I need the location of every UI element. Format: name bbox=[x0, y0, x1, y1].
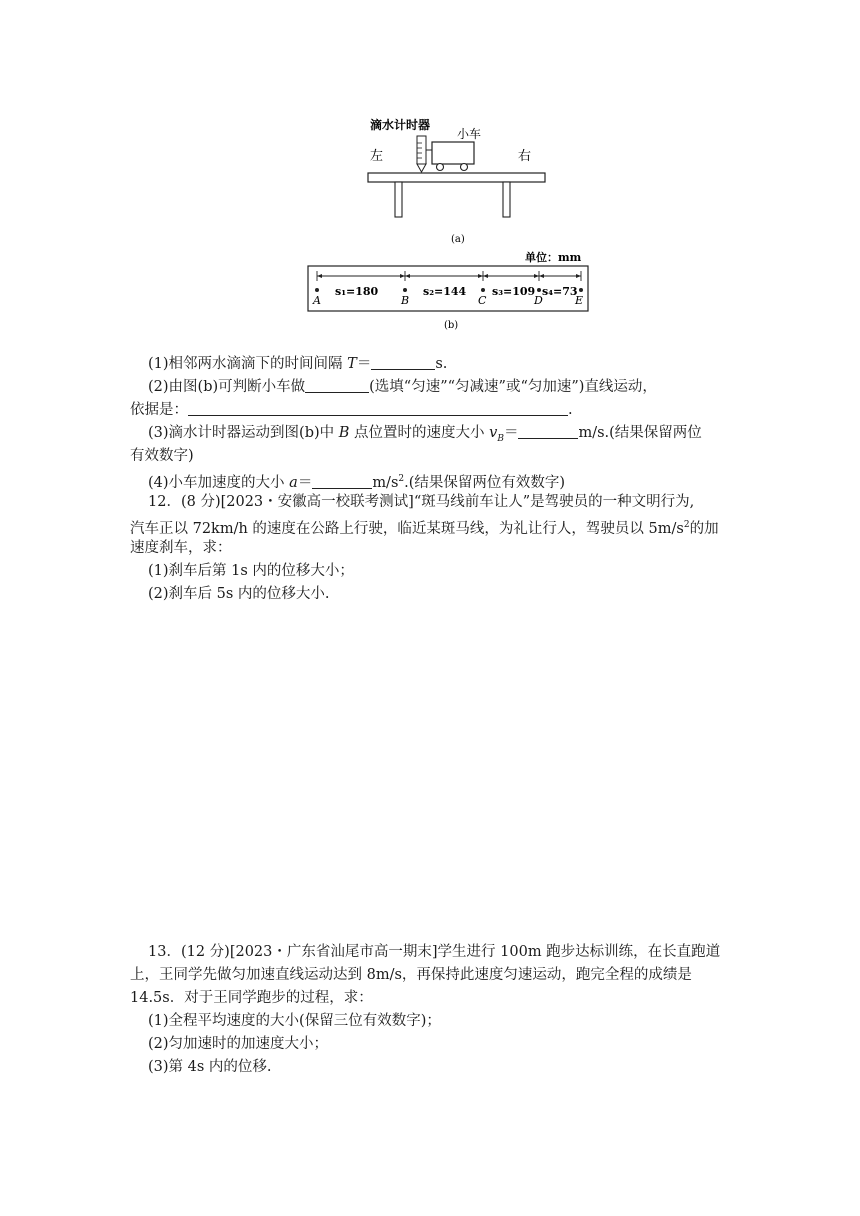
cart-wheel-left bbox=[437, 164, 444, 171]
point-label-d: D bbox=[534, 294, 543, 307]
q13-part3: (3)第 4s 内的位移. bbox=[148, 1059, 272, 1075]
segment-label-s1: s₁=180 bbox=[335, 285, 379, 298]
q12-part1: (1)刹车后第 1s 内的位移大小； bbox=[148, 563, 354, 579]
q12-line1: 12．(8 分)[2023・安徽高一校联考测试]“斑马线前车让人”是驾驶员的一种文明行为, bbox=[148, 494, 695, 510]
drop-dot-a bbox=[315, 288, 319, 292]
drop-dot-d bbox=[537, 288, 541, 292]
q13-line1: 13．(12 分)[2023・广东省汕尾市高一期末]学生进行 100m 跑步达标训练，在长直跑道 bbox=[148, 944, 721, 960]
segment-label-s4: s₄=73 bbox=[542, 285, 578, 298]
q11-part3: (3)滴水计时器运动到图(b)中 B 点位置时的速度大小 $v_B= m/s$.(结果保留两位 bbox=[148, 425, 702, 444]
cart-body bbox=[432, 142, 474, 164]
figure-b-diagram bbox=[305, 248, 595, 336]
table-leg-left bbox=[395, 182, 402, 217]
q11-part3-answer-blank[interactable] bbox=[518, 424, 578, 439]
point-label-b: B bbox=[401, 294, 410, 307]
q11-part2: (2)由图(b)可判断小车做 (选填“匀速”“匀减速”或“匀加速”)直线运动， bbox=[148, 379, 657, 395]
cart-label: 小车 bbox=[457, 127, 482, 141]
drop-dot-c bbox=[481, 288, 485, 292]
q13-line2: 上，王同学先做匀加速直线运动达到 8m/s，再保持此速度匀速运动，跑完全程的成绩是 bbox=[130, 967, 692, 983]
q11-part2-motion-blank[interactable] bbox=[305, 378, 369, 393]
figure-b-tape-measurements bbox=[305, 248, 595, 336]
dropper-tip bbox=[417, 164, 426, 172]
segment-label-s2: s₂=144 bbox=[423, 285, 467, 298]
dropper-body bbox=[417, 136, 426, 164]
q11-part2-basis: 依据是： . bbox=[130, 402, 573, 418]
drop-dot-b bbox=[403, 288, 407, 292]
q11-part2-basis-blank[interactable] bbox=[188, 401, 568, 416]
q11-part3-cont: 有效数字) bbox=[130, 448, 194, 464]
left-label: 左 bbox=[370, 149, 384, 164]
q12-part2: (2)刹车后 5s 内的位移大小. bbox=[148, 586, 330, 602]
point-label-a: A bbox=[313, 294, 321, 307]
point-label-e: E bbox=[575, 294, 584, 307]
q13-part2: (2)匀加速时的加速度大小； bbox=[148, 1036, 329, 1052]
q11-part4-answer-blank[interactable] bbox=[312, 474, 372, 489]
figure-a-caption: (a) bbox=[451, 234, 465, 245]
drop-dot-e bbox=[579, 288, 583, 292]
q12-line3: 速度刹车，求： bbox=[130, 540, 232, 556]
unit-label: 单位：mm bbox=[525, 251, 582, 264]
point-label-c: C bbox=[478, 294, 487, 307]
figure-a-water-timer-setup bbox=[360, 112, 555, 247]
q13-line3: 14.5s．对于王同学跑步的过程，求： bbox=[130, 990, 373, 1006]
q11-part1-answer-blank[interactable] bbox=[371, 355, 435, 370]
q12-line2: 汽车正以 72km/h 的速度在公路上行驶，临近某斑马线，为礼让行人，驾驶员以 $5m/s^2$的加 bbox=[130, 520, 719, 537]
figure-b-caption: (b) bbox=[444, 320, 459, 331]
table-leg-right bbox=[503, 182, 510, 217]
right-label: 右 bbox=[518, 149, 532, 164]
timer-label: 滴水计时器 bbox=[370, 118, 431, 132]
q11-part1: (1)相邻两水滴滴下的时间间隔 T＝ s. bbox=[148, 356, 448, 372]
table-top bbox=[368, 173, 545, 182]
q11-part4: (4)小车加速度的大小 $a= m/s^2$.(结果保留两位有效数字) bbox=[148, 474, 566, 491]
cart-wheel-right bbox=[461, 164, 468, 171]
segment-label-s3: s₃=109 bbox=[492, 285, 536, 298]
figure-a-diagram bbox=[360, 112, 555, 247]
q13-part1: (1)全程平均速度的大小(保留三位有效数字)； bbox=[148, 1013, 441, 1029]
